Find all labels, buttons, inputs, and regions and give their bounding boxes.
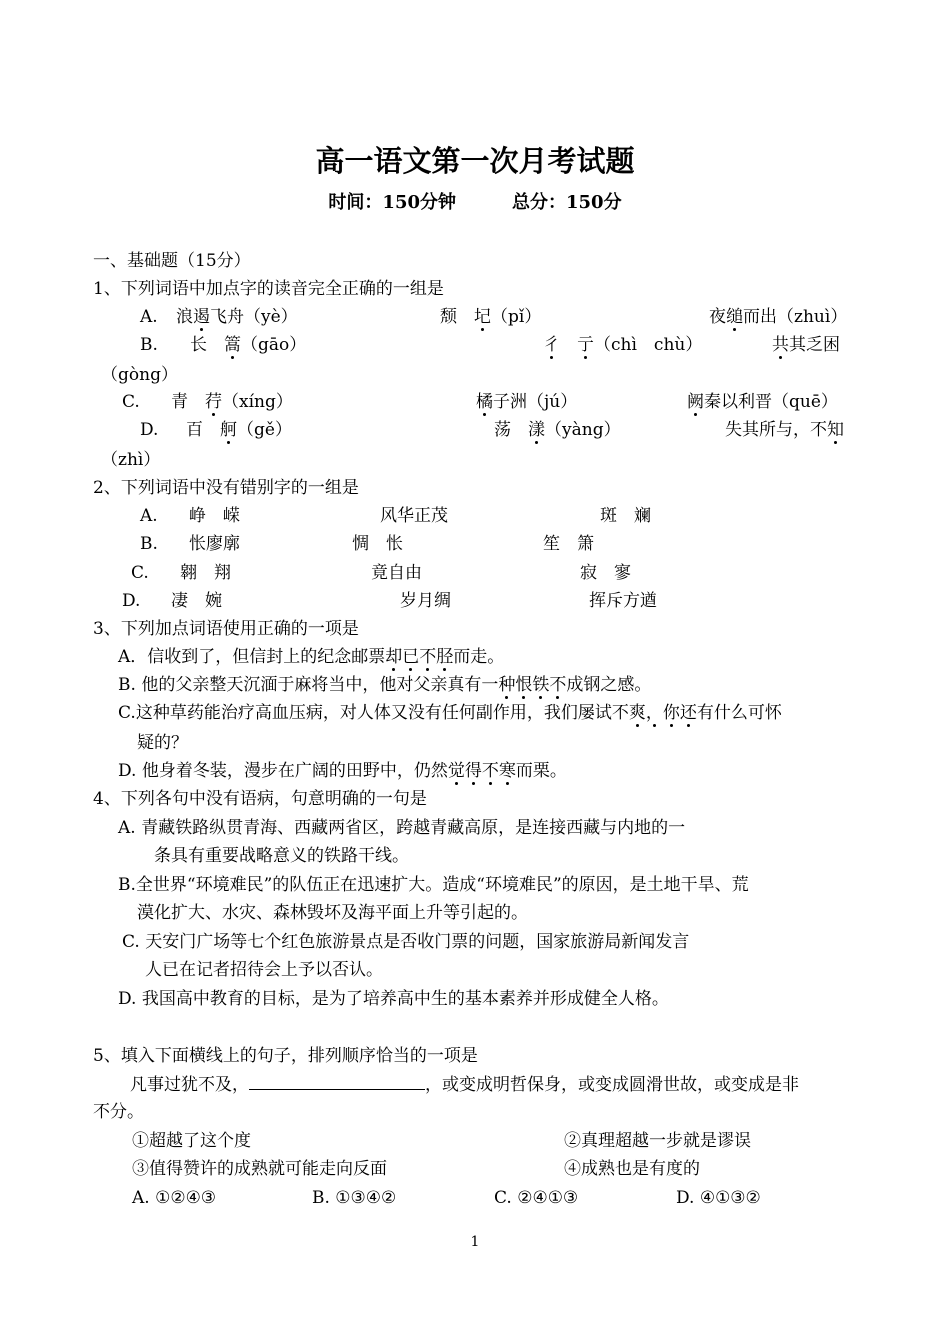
q1-option-b-2: 彳 亍（chì chù） xyxy=(543,335,703,355)
q2-stem: 2、下列词语中没有错别字的一组是 xyxy=(93,478,359,498)
q2-option-d-label: D. xyxy=(122,591,141,611)
q2-option-a-3: 斑 斓 xyxy=(600,506,651,526)
q2-option-c-1: 翱 翔 xyxy=(180,563,231,583)
q2-option-a-2: 风华正茂 xyxy=(380,506,448,526)
q5-passage xyxy=(130,1073,799,1096)
q2-option-c-2: 竟自由 xyxy=(371,563,422,583)
q1-option-a-2: 颓 圮（pǐ） xyxy=(440,307,542,327)
q2-option-d-3: 挥斥方遒 xyxy=(589,591,657,611)
exam-time: 时间：150分钟 xyxy=(328,192,456,213)
q3-stem: 3、下列加点词语使用正确的一项是 xyxy=(93,619,359,639)
q1-option-c-label: C. xyxy=(122,392,140,412)
q5-option-b: B. ①③④② xyxy=(312,1188,397,1208)
q4-option-d: D. 我国高中教育的目标，是为了培养高中生的基本素养并形成健全人格。 xyxy=(118,989,669,1009)
exam-title: 高一语文第一次月考试题 xyxy=(315,144,635,178)
q2-option-c-3: 寂 寥 xyxy=(580,563,631,583)
q1-option-a-3: 夜缒而出（zhuì） xyxy=(709,307,848,327)
q2-option-b-2: 惆 怅 xyxy=(352,534,403,554)
q5-option-a: A. ①②④③ xyxy=(132,1188,217,1208)
q1-option-b-3: 共其乏困 xyxy=(772,335,840,355)
q3-option-c-line2: 疑的？ xyxy=(137,733,188,753)
q4-option-b-line2: 漠化扩大、水灾、森林毁坏及海平面上升等引起的。 xyxy=(137,903,528,923)
q3-option-c-line1: C.这种草药能治疗高血压病，对人体又没有任何副作用，我们屡试不爽，你还有什么可怀 xyxy=(118,703,782,723)
q4-option-a-line1: A. 青藏铁路纵贯青海、西藏两省区，跨越青藏高原，是连接西藏与内地的一 xyxy=(118,818,686,838)
q1-option-d-label: D. xyxy=(140,420,159,440)
q4-stem: 4、下列各句中没有语病，句意明确的一句是 xyxy=(93,789,427,809)
q4-option-c-line2: 人已在记者招待会上予以否认。 xyxy=(145,960,383,980)
q1-option-d-3: 失其所与，不知 xyxy=(725,420,844,440)
q2-option-b-label: B. xyxy=(140,534,158,554)
q2-option-d-2: 岁月绸 xyxy=(400,591,451,611)
q2-option-d-1: 凄 婉 xyxy=(171,591,222,611)
q1-option-c-3: 阙秦以利晋（quē） xyxy=(687,392,838,412)
q1-option-d-2: 荡 漾（yàng） xyxy=(494,420,621,440)
q1-option-b-label: B. xyxy=(140,335,158,355)
q1-option-a-1: 浪遏飞舟（yè） xyxy=(176,307,298,327)
exam-subtitle xyxy=(0,191,950,215)
q5-option-c: C. ②④①③ xyxy=(494,1188,579,1208)
q5-sentence-2: ②真理超越一步就是谬误 xyxy=(564,1131,751,1151)
q5-sentence-1: ①超越了这个度 xyxy=(132,1131,251,1151)
q2-option-b-3: 笙 箫 xyxy=(543,534,594,554)
q5-text-after: ，或变成明哲保身，或变成圆滑世故，或变成是非 xyxy=(425,1075,799,1095)
q5-sentence-4: ④成熟也是有度的 xyxy=(564,1159,700,1179)
q3-option-a: A．信收到了，但信封上的纪念邮票却已不胫而走。 xyxy=(118,647,505,667)
q5-stem: 5、填入下面横线上的句子，排列顺序恰当的一项是 xyxy=(93,1046,478,1066)
q2-option-a-label: A. xyxy=(140,506,158,526)
q1-option-c-2: 橘子洲（jú） xyxy=(476,392,578,412)
q1-option-b-continued: （gòng） xyxy=(101,365,178,385)
q2-option-c-label: C. xyxy=(131,563,149,583)
q5-text-before: 凡事过犹不及， xyxy=(130,1075,249,1095)
q5-answer-blank xyxy=(249,1073,425,1090)
q3-option-d: D. 他身着冬装，漫步在广阔的田野中，仍然觉得不寒而栗。 xyxy=(118,761,567,781)
q5-option-d: D. ④①③② xyxy=(676,1188,761,1208)
q1-option-d-continued: （zhì） xyxy=(101,450,161,470)
q3-option-b: B. 他的父亲整天沉湎于麻将当中，他对父亲真有一种恨铁不成钢之感。 xyxy=(118,675,652,695)
q5-passage-continued: 不分。 xyxy=(93,1102,144,1122)
q1-stem: 1、下列词语中加点字的读音完全正确的一组是 xyxy=(93,279,444,299)
q4-option-a-line2: 条具有重要战略意义的铁路干线。 xyxy=(154,846,409,866)
exam-score: 总分：150分 xyxy=(512,192,622,213)
q1-option-a-label: A. xyxy=(140,307,158,327)
q1-option-b-1: 长 篙（gāo） xyxy=(190,335,307,355)
q5-sentence-3: ③值得赞许的成熟就可能走向反面 xyxy=(132,1159,387,1179)
q2-option-a-1: 峥 嵘 xyxy=(189,506,240,526)
section-heading: 一、基础题（15分） xyxy=(93,251,251,271)
page-number: 1 xyxy=(470,1234,480,1250)
q2-option-b-1: 怅廖廓 xyxy=(189,534,240,554)
q4-option-b-line1: B.全世界“环境难民”的队伍正在迅速扩大。造成“环境难民”的原因，是土地干旱、荒 xyxy=(118,875,749,895)
q1-option-d-1: 百 舸（gě） xyxy=(186,420,292,440)
q4-option-c-line1: C. 天安门广场等七个红色旅游景点是否收门票的问题，国家旅游局新闻发言 xyxy=(122,932,690,952)
q1-option-c-1: 青 荇（xíng） xyxy=(171,392,293,412)
